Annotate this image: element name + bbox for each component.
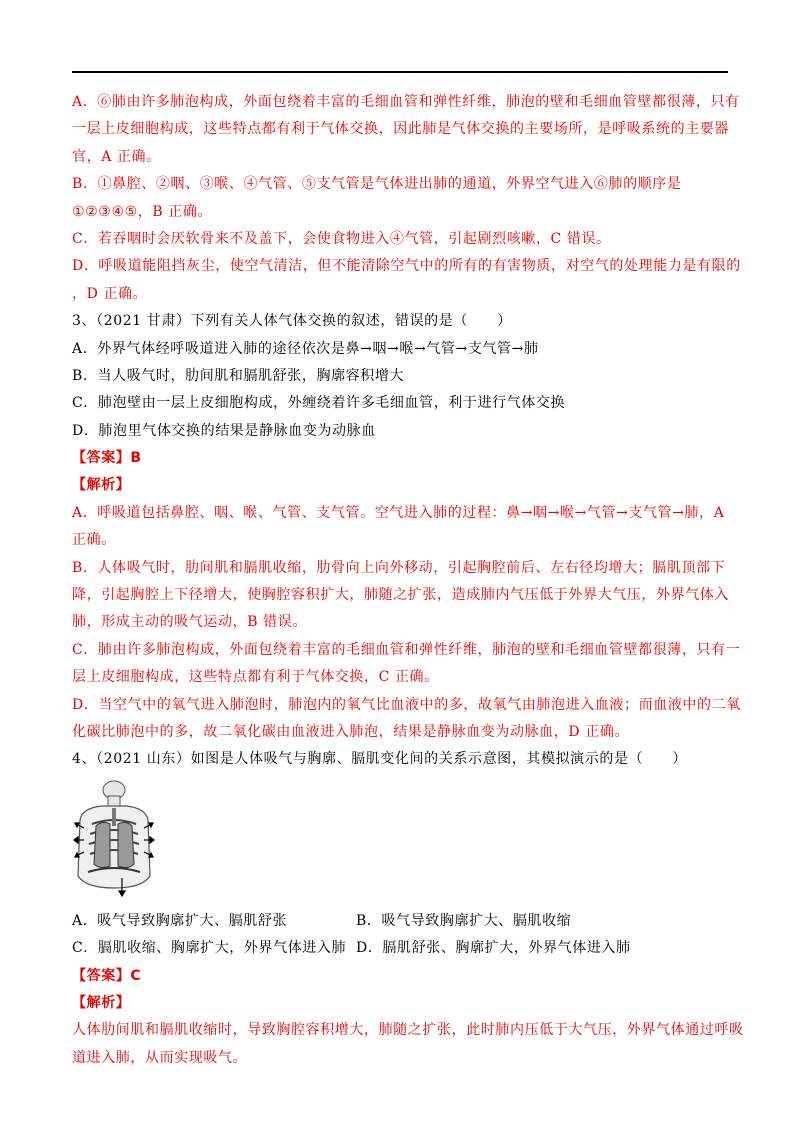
option-a: A．外界气体经呼吸道进入肺的途径依次是鼻→咽→喉→气管→支气管→肺	[72, 340, 539, 357]
question-stem: 3、（2021 甘肃）下列有关人体气体交换的叙述，错误的是（ ）	[72, 313, 512, 330]
analysis-line: 正确。	[72, 532, 116, 549]
analysis-line: 化碳比肺泡中的多，故二氧化碳由血液进入肺泡，结果是静脉血变为动脉血，D 正确。	[72, 723, 630, 740]
chest-breathing-figure	[72, 780, 156, 900]
analysis-line: D．呼吸道能阻挡灰尘，使空气清洁，但不能清除空气中的所有的有害物质，对空气的处理能力是有限的	[72, 258, 741, 275]
analysis-line: C．肺由许多肺泡构成，外面包绕着丰富的毛细血管和弹性纤维，肺泡的壁和毛细血管壁都很薄，只有一	[72, 641, 741, 658]
analysis-line: B．人体吸气时，肋间肌和膈肌收缩，肋骨向上向外移动，引起胸腔前后、左右径均增大；膈肌顶部下	[72, 559, 726, 576]
question-4	[72, 746, 744, 1072]
options-row-1	[72, 908, 728, 935]
analysis-line: A．⑥肺由许多肺泡构成，外面包绕着丰富的毛细血管和弹性纤维，肺泡的壁和毛细血管壁都很薄，只有	[72, 94, 740, 110]
analysis-line: 一层上皮细胞构成，这些特点都有利于气体交换，因此肺是气体交换的主要场所，是呼吸系统的主要器	[72, 121, 729, 138]
option-b: B．当人吸气时，肋间肌和膈肌舒张，胸廓容积增大	[72, 367, 405, 384]
analysis-line: C．若吞咽时会厌软骨来不及盖下，会使食物进入④气管，引起剧烈咳嗽，C 错误。	[72, 230, 611, 247]
analysis-label: 【解析】	[72, 994, 131, 1011]
analysis-line: 层上皮细胞构成，这些特点都有利于气体交换，C 正确。	[72, 669, 439, 686]
analysis-line: A．呼吸道包括鼻腔、咽、喉、气管、支气管。空气进入肺的过程：鼻→咽→喉→气管→支气管→肺，A	[72, 504, 725, 521]
options-row-2	[72, 935, 728, 962]
option-b: B．吸气导致胸廓扩大、膈肌收缩	[356, 912, 572, 929]
analysis-line: D．当空气中的氧气进入肺泡时，肺泡内的氧气比血液中的多，故氧气由肺泡进入血液；而血液中的二氧	[72, 696, 741, 713]
analysis-line: ，D 正确。	[72, 285, 148, 302]
option-d: D．肺泡里气体交换的结果是静脉血变为动脉血	[72, 422, 376, 439]
document-body	[72, 89, 744, 1072]
option-c: C．膈肌收缩、胸廓扩大，外界气体进入肺	[72, 940, 347, 957]
previous-analysis	[72, 89, 741, 308]
analysis-line: B．①鼻腔、②咽、③喉、④气管、⑤支气管是气体进出肺的通道，外界空气进入⑥肺的顺序是	[72, 176, 682, 193]
header-rule	[72, 71, 728, 73]
analysis-line: 肺，形成主动的吸气运动，B 错误。	[72, 614, 307, 631]
option-d: D．膈肌舒张、胸廓扩大，外界气体进入肺	[356, 940, 631, 957]
answer-label: 【答案】B	[72, 450, 142, 467]
analysis-line: 降，引起胸腔上下径增大，使胸腔容积扩大，肺随之扩张，造成肺内气压低于外界大气压，外界气体入	[72, 587, 729, 604]
question-stem: 4、（2021 山东）如图是人体吸气与胸廓、膈肌变化间的关系示意图，其模拟演示的是（ ）	[72, 751, 687, 768]
analysis-line: 人体肋间肌和膈肌收缩时，导致胸腔容积增大，肺随之扩张，此时肺内压低于大气压，外界气体通过呼吸	[72, 1022, 744, 1039]
option-a: A．吸气导致胸廓扩大、膈肌舒张	[72, 912, 288, 929]
analysis-line: 官，A 正确。	[72, 148, 161, 165]
analysis-line: ①②③④⑤，B 正确。	[72, 203, 213, 220]
question-3	[72, 308, 741, 746]
torso-illustration	[72, 780, 156, 900]
option-c: C．肺泡壁由一层上皮细胞构成，外缠绕着许多毛细血管，利于进行气体交换	[72, 395, 566, 412]
analysis-line: 道进入肺，从而实现吸气。	[72, 1049, 248, 1066]
analysis-label: 【解析】	[72, 477, 131, 494]
answer-label: 【答案】C	[72, 967, 142, 984]
